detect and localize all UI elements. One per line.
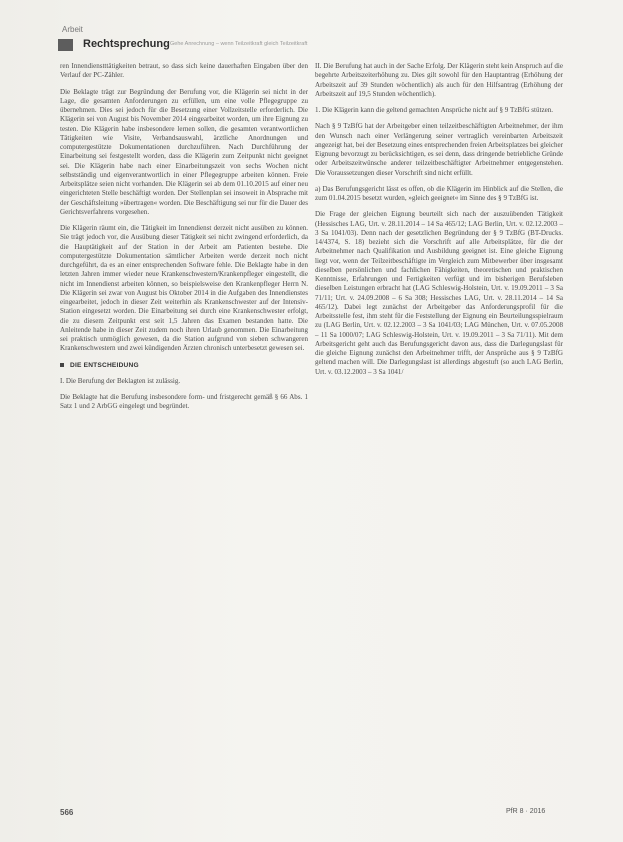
header-subtitle: Gehe Anrechnung – wenn Teilzeitkraft gleich Teilzeitkraft: [170, 41, 308, 47]
journal-footer: PfR 8 · 2016: [506, 808, 546, 815]
header-title: Rechtsprechung: [83, 38, 170, 50]
left-column: [60, 62, 308, 419]
left-paragraph: Die Klägerin räumt ein, die Tätigkeit im Innendienst derzeit nicht ausüben zu können. Sie trägt jedoch vor, die Ausübung dieser Tätigkeit sei nicht zwingend erforderlich, da die Hauptätigkeit auf der Station in der Arbeit am Patienten bestehe. Die computergestützte Dokumentation sämtlicher Arbeiten werde derzeit noch nicht durchgeführt, da es an einer entsprechenden Software fehle. Die Beklagte habe in den letzten Jahren immer wieder neue Krankenschwestern/Krankenpfleger eingestellt, die nicht im Innendienst arbeiten können, so beispielsweise den Krankenpfleger Herrn N. Die Klägerin sei zwar von August bis Oktober 2014 in die Aufgaben des Innendienstes eingearbeitet, jedoch in dieser Zeit weiterhin als Krankenschwester auf der Intensiv-Station eingesetzt worden. Die Einarbeitung sei durch eine Krankenschwester erfolgt, die zu diesem Zeitpunkt erst seit 1,5 Jahren das Examen bestanden hatte. Die Anleitende habe in dieser Zeit zudem noch ihren Urlaub genommen. Die Einarbeitung sei praktisch unmöglich gewesen, da die Station aufgrund von sieben schwangeren Krankenschwestern und zwei kündigenden Ärzten chronisch unterbesetzt gewesen sei.: [60, 224, 308, 353]
header-marker: [58, 39, 73, 51]
left-paragraph: ren Innendienstttätigkeiten betraut, so dass sich keine dauerhaften Eingaben über den Verlauf der PC-Zähler.: [60, 62, 308, 80]
left-paragraph: I. Die Berufung der Beklagten ist zulässig.: [60, 376, 181, 385]
right-paragraph: Nach § 9 TzBfG hat der Arbeitgeber einen teilzeitbeschäftigten Arbeitnehmer, der ihm den Wunsch nach einer Verlängerung seiner vertraglich vereinbarten Arbeitszeit angezeigt hat, bei der Besetzung eines entsprechenden freien Arbeitsplatzes bei gleicher Eignung bevorzugt zu berücksichtigen, es sei denn, dass dringende betriebliche Gründe oder Arbeitszeitwünsche anderer teilzeitbeschäftigter Arbeitnehmer entgegenstehen. Die Voraussetzungen dieser Vorschrift sind nicht erfüllt.: [315, 122, 563, 177]
page-number: 566: [60, 808, 74, 817]
right-paragraph: II. Die Berufung hat auch in der Sache Erfolg. Der Klägerin steht kein Anspruch auf die begehrte Arbeitszeiterhöhung zu. Dies gilt sowohl für den Hauptantrag (Erhöhung der Arbeitszeit auf 39 Stunden wöchentlich) als auch für den Hilfsantrag (Erhöhung der Arbeitszeit auf 19,5 Stunden wöchentlich).: [315, 62, 563, 98]
left-paragraph: Die Beklagte trägt zur Begründung der Berufung vor, die Klägerin sei nicht in der Lage, die gesamten Anforderungen zu erfüllen, um eine volle Pflegegruppe zu übernehmen. Dies sei jedoch für die Besetzung einer Vollzeitstelle erforderlich. Die Klägerin sei von August bis November 2014 eingearbeitet worden, um ihre Eignung zu testen. Die Klägerin habe insbesondere lernen sollen, die gesamten verantwortlichen Tätigkeiten wie Visite, Verbandsauswahl, ärztliche Anordnungen und computergestützte Dokumentationen durchzuführen. Nach Durchführung der Einarbeitung sei festgestellt worden, dass die Klägerin zum Zeitpunkt nicht geeignet sei. Die Klägerin habe nach einer Einarbeitungszeit von sechs Wochen nicht selbstständig und eigenverantwortlich in einer Pflegegruppe arbeiten können. Freie Arbeitsplätze seien nicht vorhanden. Die Klägerin sei ab dem 01.10.2015 auf einer neu eingerichteten Stelle beschäftigt worden. Der Stellenplan sei insoweit in Absprache mit der Geschäftsleitung »übertragen« worden. Die Beschäftigung sei nur für die Dauer des Gerichtsverfahrens vorgesehen.: [60, 87, 308, 216]
right-column: [315, 62, 563, 384]
section-heading: [60, 361, 308, 370]
section-tag: Arbeit: [62, 25, 83, 34]
left-paragraph: Die Beklagte hat die Berufung insbesondere form- und fristgerecht gemäß § 66 Abs. 1 Satz 1 und 2 ArbGG eingelegt und begründet.: [60, 393, 308, 411]
section-heading-text: DIE ENTSCHEIDUNG: [70, 361, 139, 369]
right-paragraph: Die Frage der gleichen Eignung beurteilt sich nach der auszuübenden Tätigkeit (Hessisches LAG, Urt. v. 28.11.2014 – 14 Sa 465/12; LAG Berlin, Urt. v. 02.12.2003 – 3 Sa 1041/03). Denn nach der gesetzlichen Begründung der § 9 TzBfG (BT-Drucks. 14/4374, S. 18) bezieht sich die Vorschrift auf alle Arbeitsplätze, für die der Arbeitnehmer nach Qualifikation und Ausbildung geeignet ist. Eine gleiche Eignung liegt vor, wenn der Teilzeitbeschäftigte im Vergleich zum Mitbewerber über insgesamt dieselben persönlichen und fachlichen Fähigkeiten, theoretischen und praktischen Kenntnisse, Erfahrungen und Fertigkeiten verfügt und im bisherigen Berufsleben dieselben Leistungen erbracht hat (LAG Schleswig-Holstein, Urt. v. 19.09.2011 – 3 Sa 71/11; Urt. v. 24.09.2008 – 6 Sa 308; Hessisches LAG, Urt. v. 28.11.2014 – 14 Sa 465/12). Dabei legt zunächst der Arbeitgeber das Anforderungsprofil für die Arbeitsstelle fest, ihm steht für die Feststellung der Eignung ein Beurteilungsspielraum zu (LAG Berlin, Urt. v. 02.12.2003 – 3 Sa 1041/03; LAG München, Urt. v. 07.05.2008 – 11 Sa 1000/07; LAG Schleswig-Holstein, Urt. v. 19.09.2011 – 3 Sa 71/11). Mit dem Arbeitsgericht geht auch das Berufungsgericht davon aus, dass die Darlegungslast für die gleiche Eignung zunächst den Arbeitnehmer trifft, der Ansprüche aus § 9 TzBfG geltend machen will. Die Darlegungslast ist allerdings abgestuft (so auch LAG Berlin, Urt. v. 03.12.2003 – 3 Sa 1041/: [315, 210, 563, 376]
heading-bullet-icon: [60, 363, 64, 367]
right-paragraph: 1. Die Klägerin kann die geltend gemachten Ansprüche nicht auf § 9 TzBfG stützen.: [315, 106, 554, 114]
right-paragraph: a) Das Berufungsgericht lässt es offen, ob die Klägerin im Hinblick auf die Stellen, die zum 01.04.2015 besetzt wurden, »gleich geeignet« im Sinne des § 9 TzBfG ist.: [315, 184, 563, 202]
